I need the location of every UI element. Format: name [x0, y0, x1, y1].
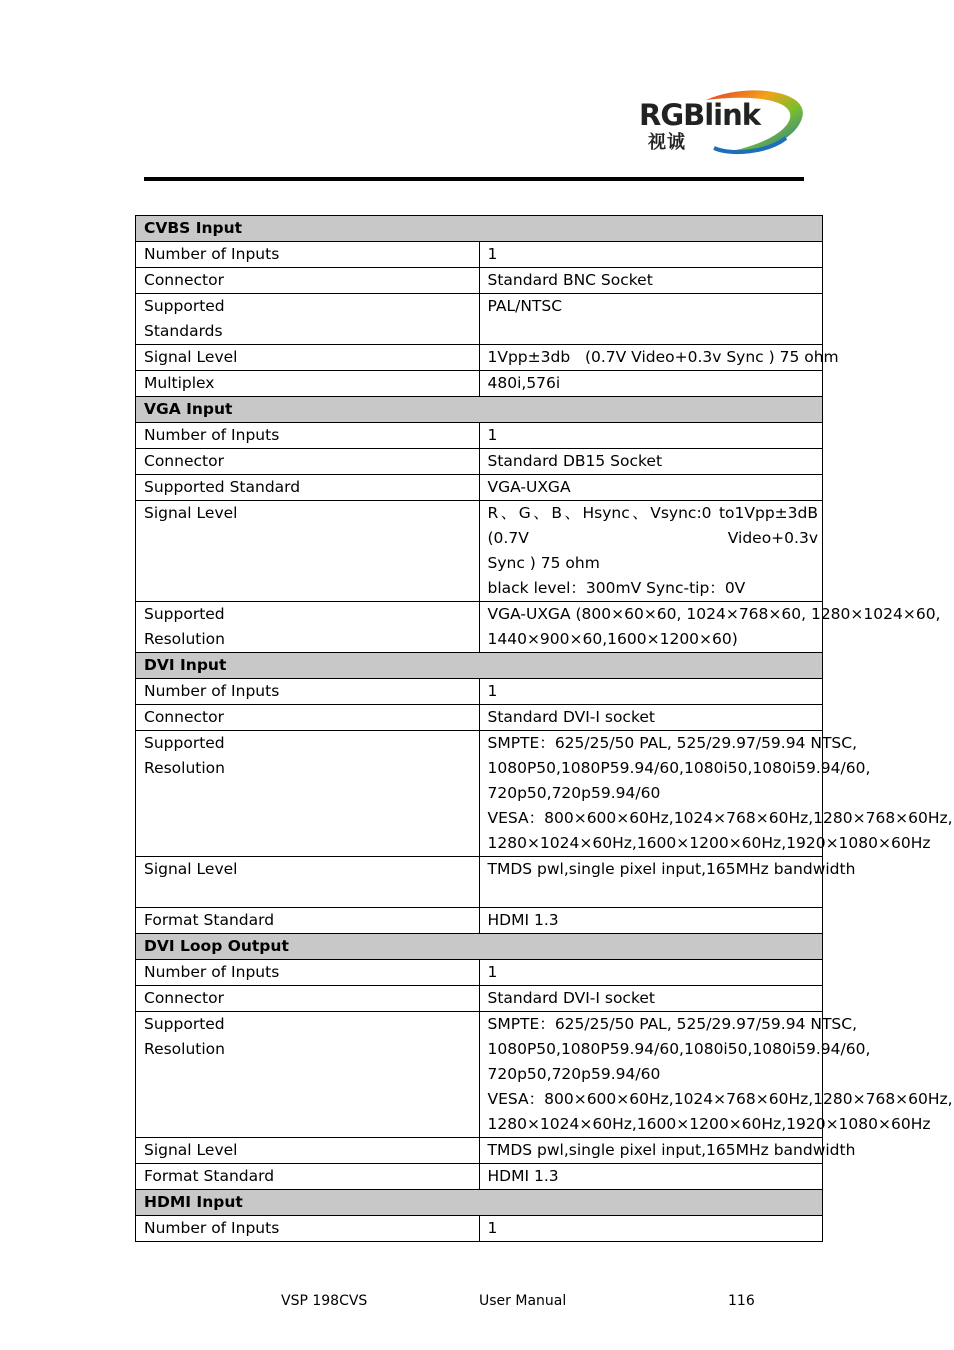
row-label: Supported Standard [136, 475, 480, 501]
table-row [136, 242, 823, 268]
row-value: 1 [479, 1216, 823, 1242]
table-row [136, 371, 823, 397]
row-label: Format Standard [136, 908, 480, 934]
table-row [136, 731, 823, 857]
row-value: 1 [479, 423, 823, 449]
row-label: Signal Level [136, 1138, 480, 1164]
table-row [136, 268, 823, 294]
row-value: PAL/NTSC [479, 294, 823, 345]
section-title: VGA Input [136, 397, 823, 423]
section-title: CVBS Input [136, 216, 823, 242]
row-value: SMPTE：625/25/50 PAL, 525/29.97/59.94 NTSC, 1080P50,1080P59.94/60,1080i50,1080i59.94/60, 720p50,720p59.94/60 VESA：800×600×60Hz,1024×768×60Hz,1280×768×60Hz, 1280×1024×60Hz,1600×1200×60Hz,1920×1080×60Hz [479, 1012, 823, 1138]
row-value: SMPTE：625/25/50 PAL, 525/29.97/59.94 NTSC, 1080P50,1080P59.94/60,1080i50,1080i59.94/60, 720p50,720p59.94/60 VESA：800×600×60Hz,1024×768×60Hz,1280×768×60Hz, 1280×1024×60Hz,1600×1200×60Hz,1920×1080×60Hz [479, 731, 823, 857]
row-label: Connector [136, 449, 480, 475]
section-title: HDMI Input [136, 1190, 823, 1216]
table-row [136, 1164, 823, 1190]
table-row [136, 679, 823, 705]
row-value: 1 [479, 242, 823, 268]
row-label: Connector [136, 986, 480, 1012]
table-row [136, 602, 823, 653]
row-value: 1Vpp±3db (0.7V Video+0.3v Sync ) 75 ohm [479, 345, 823, 371]
footer-product: VSP 198CVS [281, 1293, 368, 1309]
row-label: Format Standard [136, 1164, 480, 1190]
row-label: Connector [136, 268, 480, 294]
row-label: Signal Level [136, 345, 480, 371]
table-row [136, 908, 823, 934]
row-label: Number of Inputs [136, 960, 480, 986]
section-header [136, 397, 823, 423]
rgblink-logo [636, 88, 808, 160]
table-row [136, 501, 823, 602]
section-header [136, 934, 823, 960]
row-label: Supported Resolution [136, 602, 480, 653]
row-value: Standard DVI-I socket [479, 705, 823, 731]
row-value: TMDS pwl,single pixel input,165MHz bandwidth [479, 1138, 823, 1164]
section-header [136, 216, 823, 242]
row-label: Supported Resolution [136, 731, 480, 857]
section-title: DVI Input [136, 653, 823, 679]
row-value: HDMI 1.3 [479, 1164, 823, 1190]
section-header [136, 653, 823, 679]
table-row [136, 705, 823, 731]
header-rule [144, 177, 804, 181]
table-row [136, 1012, 823, 1138]
row-value: HDMI 1.3 [479, 908, 823, 934]
section-title: DVI Loop Output [136, 934, 823, 960]
row-value: 1 [479, 960, 823, 986]
row-value: TMDS pwl,single pixel input,165MHz bandwidth [479, 857, 823, 908]
row-value: R、G、B、Hsync、Vsync:0 to1Vpp±3dB (0.7V Video+0.3v Sync ) 75 ohm black level：300mV Sync-tip：0V [479, 501, 823, 602]
table-row [136, 294, 823, 345]
table-row [136, 1138, 823, 1164]
row-label: Supported Resolution [136, 1012, 480, 1138]
row-value: 480i,576i [479, 371, 823, 397]
logo-chinese: 视诚 [648, 132, 686, 153]
row-value: VGA-UXGA [479, 475, 823, 501]
section-header [136, 1190, 823, 1216]
row-label: Number of Inputs [136, 679, 480, 705]
table-row [136, 986, 823, 1012]
table-row [136, 857, 823, 908]
row-label: Number of Inputs [136, 423, 480, 449]
footer-doc-title: User Manual [479, 1293, 567, 1309]
table-row [136, 449, 823, 475]
row-label: Supported Standards [136, 294, 480, 345]
row-label: Number of Inputs [136, 242, 480, 268]
row-value: Standard DB15 Socket [479, 449, 823, 475]
row-value: 1 [479, 679, 823, 705]
table-row [136, 345, 823, 371]
table-row [136, 1216, 823, 1242]
row-value: Standard BNC Socket [479, 268, 823, 294]
row-label: Multiplex [136, 371, 480, 397]
table-row [136, 960, 823, 986]
row-value: VGA-UXGA (800×60×60, 1024×768×60, 1280×1024×60, 1440×900×60,1600×1200×60) [479, 602, 823, 653]
table-row [136, 423, 823, 449]
row-value: Standard DVI-I socket [479, 986, 823, 1012]
table-row [136, 475, 823, 501]
row-label: Number of Inputs [136, 1216, 480, 1242]
row-label: Connector [136, 705, 480, 731]
footer-page-number: 116 [728, 1293, 755, 1309]
row-label: Signal Level [136, 857, 480, 908]
row-label: Signal Level [136, 501, 480, 602]
logo-wordmark: RGBlink [639, 98, 761, 132]
spec-table [135, 215, 953, 1242]
